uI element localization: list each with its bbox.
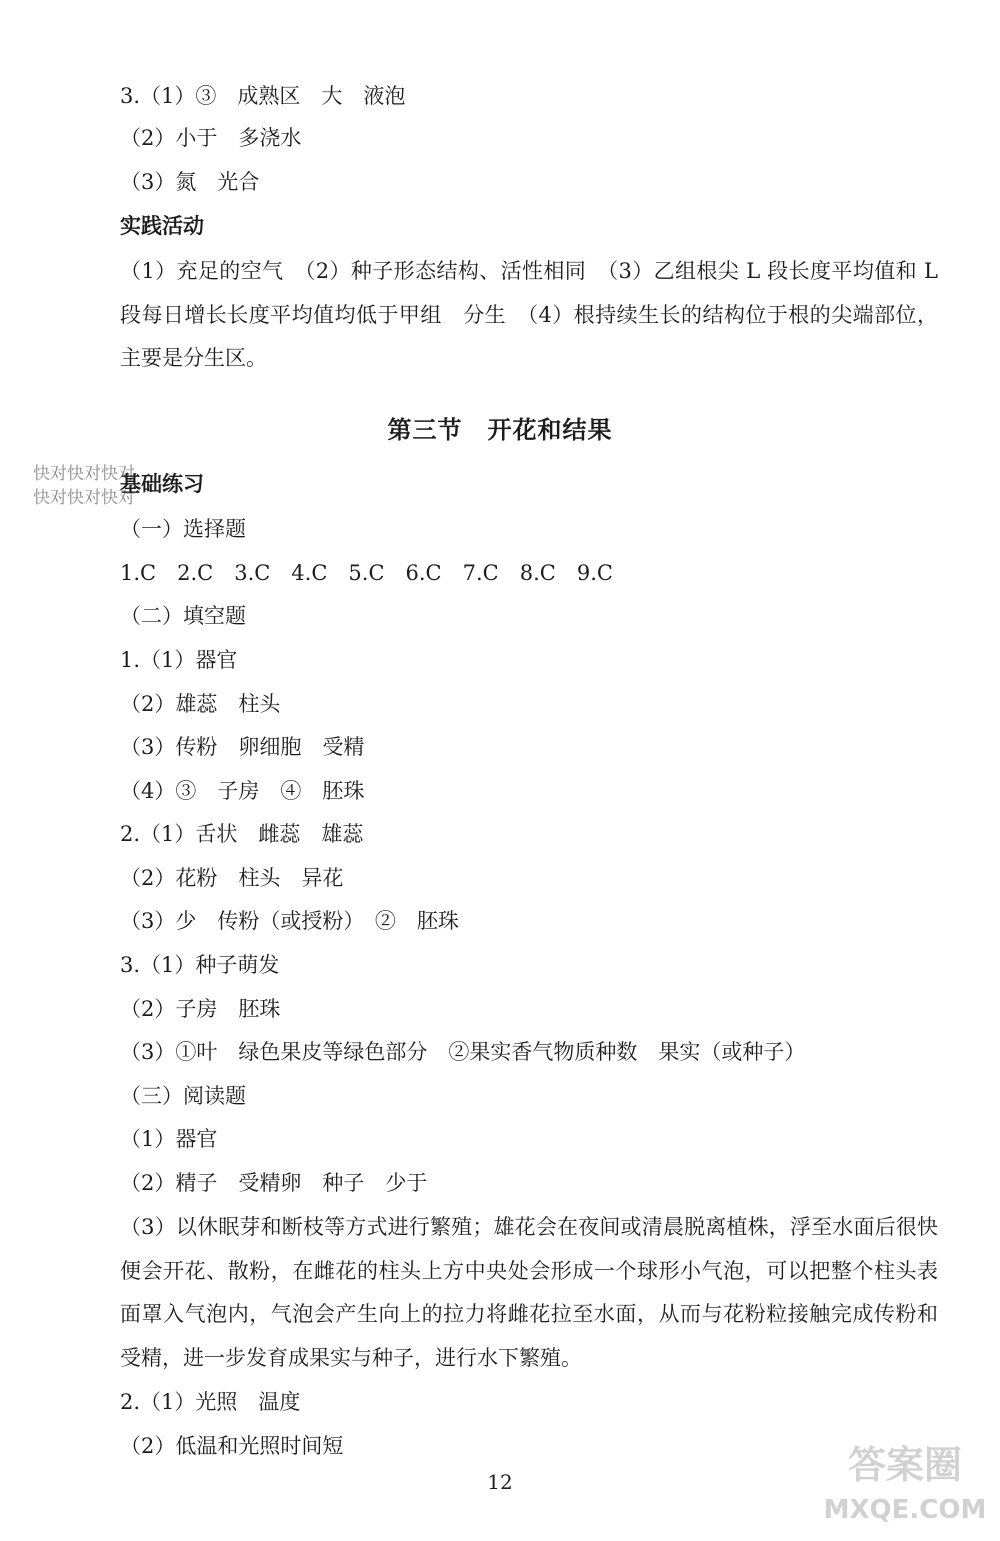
fill-2-2: （2）花粉 柱头 异花 <box>120 866 344 890</box>
practice-paragraph <box>120 250 938 381</box>
choice-heading: （一）选择题 <box>120 517 246 541</box>
logo-text-bottom: MXQE.COM <box>823 1495 987 1525</box>
question-2-2: （2）低温和光照时间短 <box>120 1434 344 1458</box>
logo-text-top: 答案圈 <box>847 1443 963 1487</box>
fill-2-3: （3）少 传粉（或授粉） ② 胚珠 <box>120 909 459 933</box>
answer-line-3-1: 3.（1）③ 成熟区 大 液泡 <box>120 84 406 108</box>
watermark-text-2: 快对快对快对 <box>33 488 135 508</box>
fill-3-1: 3.（1）种子萌发 <box>120 953 280 977</box>
fill-2-1: 2.（1）舌状 雌蕊 雄蕊 <box>120 822 364 846</box>
practice-paragraph-text: （1）充足的空气 （2）种子形态结构、活性相同 （3）乙组根尖 L 段长度平均值和 L 段每日增长长度平均值均低于甲组 分生 （4）根持续生长的结构位于根的尖端部位，主要是分生区。 <box>120 259 938 370</box>
reading-3-text: （3）以休眠芽和断枝等方式进行繁殖；雄花会在夜间或清晨脱离植株，浮至水面后很快便会开花、散粉，在雌花的柱头上方中央处会形成一个球形小气泡，可以把整个柱头表面罩入气泡内，气泡会产生向上的拉力将雌花拉至水面，从而与花粉粒接触完成传粉和受精，进一步发育成果实与种子，进行水下繁殖。 <box>120 1215 938 1370</box>
fill-3-2: （2）子房 胚珠 <box>120 997 281 1021</box>
fill-heading: （二）填空题 <box>120 604 246 628</box>
section-title: 第三节 开花和结果 <box>387 416 613 444</box>
site-logo-watermark <box>820 1430 990 1530</box>
practice-heading: 实践活动 <box>120 214 204 238</box>
fill-1-4: （4）③ 子房 ④ 胚珠 <box>120 779 365 803</box>
answer-line-3-3: （3）氮 光合 <box>120 170 260 194</box>
fill-1-1: 1.（1）器官 <box>120 648 238 672</box>
reading-2: （2）精子 受精卵 种子 少于 <box>120 1171 428 1195</box>
reading-3-paragraph <box>120 1206 938 1380</box>
reading-heading: （三）阅读题 <box>120 1084 246 1108</box>
watermark-text-1: 快对快对快对 <box>33 464 135 484</box>
basic-practice-heading: 基础练习 <box>120 472 204 496</box>
fill-1-3: （3）传粉 卵细胞 受精 <box>120 735 365 759</box>
reading-1: （1）器官 <box>120 1127 218 1151</box>
choice-answers: 1.C 2.C 3.C 4.C 5.C 6.C 7.C 8.C 9.C <box>120 561 613 585</box>
fill-3-3: （3）①叶 绿色果皮等绿色部分 ②果实香气物质种数 果实（或种子） <box>120 1040 806 1064</box>
question-2-1: 2.（1）光照 温度 <box>120 1390 301 1414</box>
fill-1-2: （2）雄蕊 柱头 <box>120 692 281 716</box>
page-number: 12 <box>487 1470 513 1494</box>
answer-line-3-2: （2）小于 多浇水 <box>120 126 302 150</box>
